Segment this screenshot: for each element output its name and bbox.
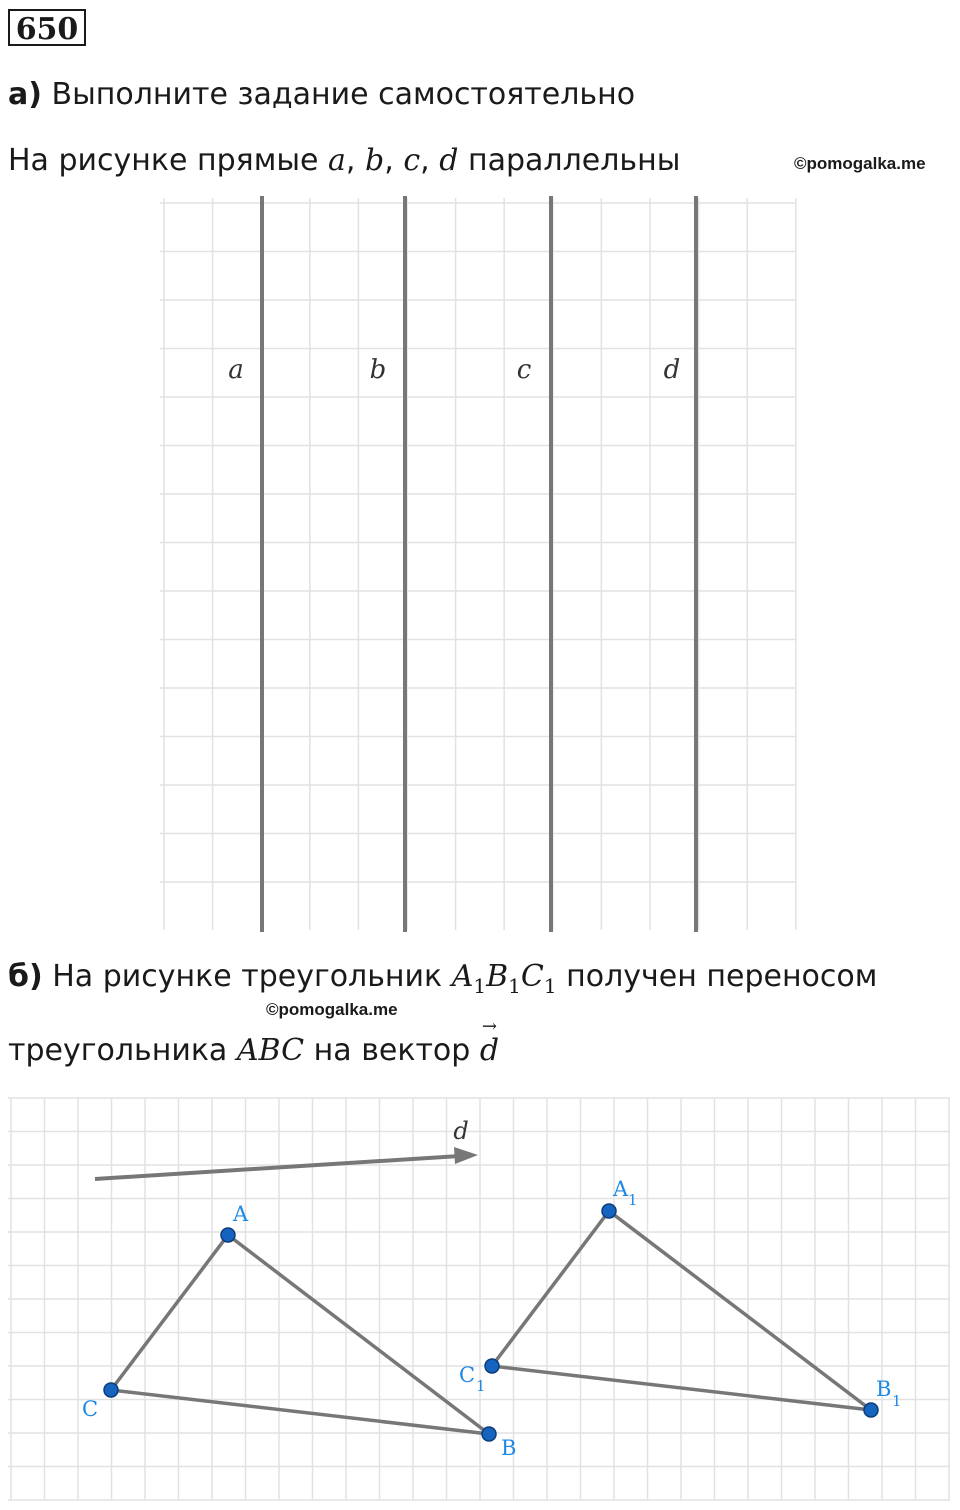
part-a-instruction: Выполните задание самостоятельно <box>51 77 636 112</box>
var-d: d <box>439 143 459 178</box>
var-c: c <box>403 143 421 178</box>
label-c: C <box>82 1397 99 1421</box>
part-b-line2-prefix: треугольника <box>8 1033 228 1068</box>
label-a1-sub: 1 <box>628 1191 638 1209</box>
grid-b <box>8 1098 950 1500</box>
point-c1 <box>485 1359 499 1373</box>
statement-prefix: На рисунке прямые <box>8 143 319 178</box>
label-c1-sub: 1 <box>476 1377 486 1395</box>
watermark-b: ©pomogalka.me <box>266 1000 398 1019</box>
line-label-a: a <box>228 355 244 385</box>
triangle-abc: ABC <box>236 1033 305 1068</box>
point-a1 <box>602 1204 616 1218</box>
part-b-line1-prefix: На рисунке треугольник <box>52 959 443 994</box>
line-label-b: b <box>369 355 387 385</box>
label-a: A <box>233 1202 249 1226</box>
vector-arrow-icon: → <box>481 1016 497 1037</box>
triangle-a1b1c1: $A_1B_1C_1$ <box>451 959 557 998</box>
vector-d: → d <box>479 1016 500 1068</box>
vector-d-label: d <box>453 1117 469 1145</box>
point-a <box>221 1228 235 1242</box>
label-b1: B <box>876 1377 892 1401</box>
comma: , <box>345 143 356 178</box>
statement-suffix: параллельны <box>468 143 681 178</box>
part-b-line2-mid: на вектор <box>313 1033 471 1068</box>
label-b1-sub: 1 <box>892 1392 902 1410</box>
vector-d-line <box>95 1156 460 1179</box>
label-c1: C <box>459 1363 476 1387</box>
label-b: B <box>501 1436 517 1460</box>
var-a: a <box>328 143 346 178</box>
line-label-c: c <box>516 355 532 385</box>
point-c <box>104 1383 118 1397</box>
point-b <box>482 1427 496 1441</box>
comma: , <box>384 143 394 178</box>
var-b: b <box>365 143 385 178</box>
point-b1 <box>864 1403 878 1417</box>
comma: , <box>420 143 430 178</box>
label-a1: A <box>613 1177 629 1201</box>
watermark-a: ©pomogalka.me <box>794 154 926 173</box>
line-label-d: d <box>663 355 681 385</box>
vector-d-arrowhead-icon <box>454 1147 478 1164</box>
part-b-label: б) <box>8 959 43 994</box>
part-a-label: а) <box>8 77 42 112</box>
problem-number: 650 <box>8 9 86 46</box>
part-b-line1-suffix: получен переносом <box>566 959 878 994</box>
